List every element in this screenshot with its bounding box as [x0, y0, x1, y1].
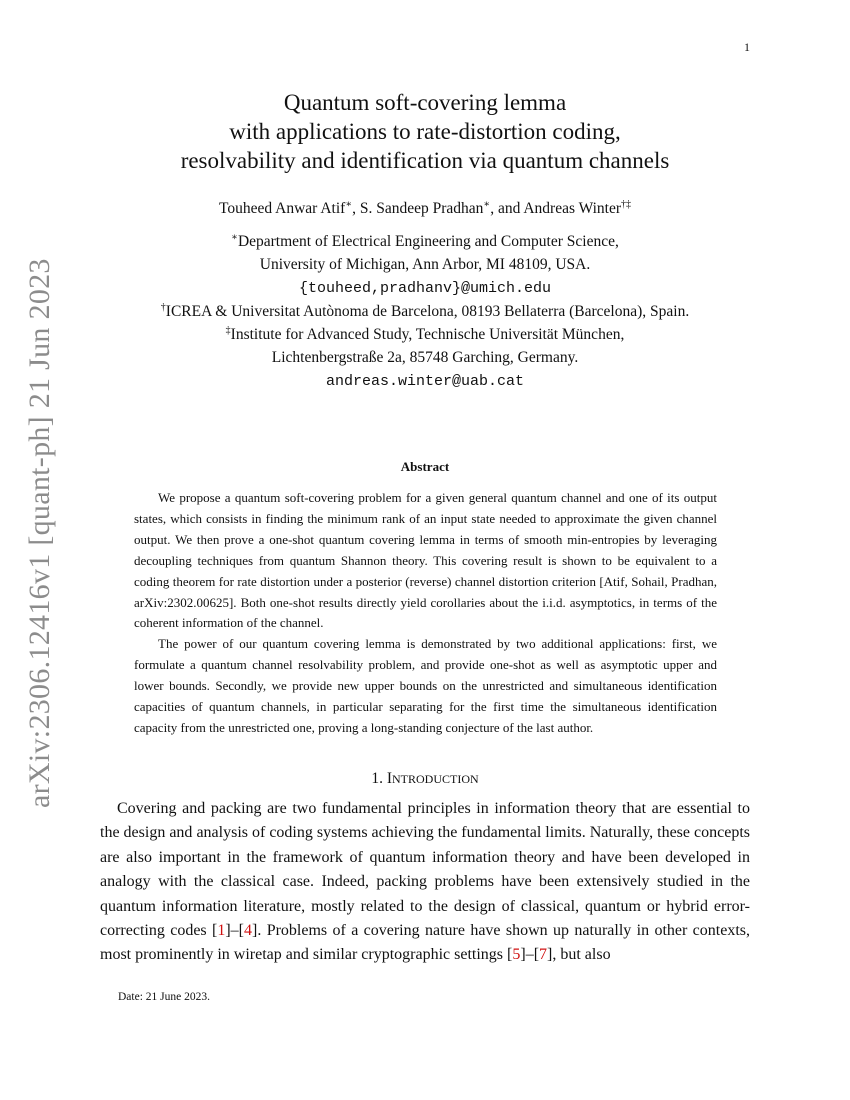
affiliation-mark: †‡: [621, 198, 632, 210]
citation-link[interactable]: 5: [512, 946, 521, 964]
title-line: with applications to rate-distortion coding,: [229, 119, 621, 144]
author-name: Touheed Anwar Atif: [218, 200, 346, 217]
affiliation-mark: ‡: [225, 325, 231, 337]
introduction-text: [100, 797, 750, 968]
abstract-heading: Abstract: [400, 459, 450, 474]
section-title-initial: I: [386, 770, 392, 787]
affiliation-mark: †: [160, 301, 166, 313]
title-line: resolvability and identification via quantum channels: [180, 148, 670, 173]
paper-title: [100, 88, 750, 175]
author-list: [100, 200, 750, 218]
section-heading: [100, 770, 750, 788]
author-email: andreas.winter@uab.cat: [325, 372, 525, 390]
affiliation-line: ‡Institute for Advanced Study, Technische Universität München,: [225, 325, 625, 344]
affiliation-line: ∗Department of Electrical Engineering and Computer Science,: [231, 231, 619, 250]
affiliations: [100, 230, 750, 393]
affiliation-mark: ∗: [345, 198, 353, 210]
body-paragraph: Covering and packing are two fundamental principles in information theory that are essential to the design and analysis of coding systems achieving the fundamental limits. Naturally, these concepts are also important in the framework of quantum information theory and have been developed in analogy with the classical case. Indeed, packing problems have been extensively studied in the quantum information literature, mostly related to the design of classical, quantum or hybrid error-correcting codes [1]–[4]. Problems of a covering nature have shown up naturally in other contexts, most prominently in wiretap and similar cryptographic settings [5]–[7], but also: [100, 800, 751, 964]
arxiv-identifier-stamp: arXiv:2306.12416v1 [quant-ph] 21 Jun 2023: [23, 258, 56, 808]
author-name: S. Sandeep Pradhan: [359, 200, 484, 217]
affiliation-line: Lichtenbergstraße 2a, 85748 Garching, Germany.: [271, 349, 579, 367]
affiliation-mark: ∗: [483, 198, 491, 210]
author-email: {touheed,pradhanv}@umich.edu: [298, 279, 552, 297]
citation-link[interactable]: 1: [217, 922, 226, 940]
citation-link[interactable]: 4: [244, 922, 252, 940]
abstract-body: [134, 488, 717, 739]
author-separator: , and: [490, 200, 524, 217]
author-separator: ,: [352, 200, 360, 217]
author-name: Andreas Winter: [523, 200, 622, 217]
section-title-rest: NTRODUCTION: [392, 772, 479, 786]
abstract-paragraph: We propose a quantum soft-covering problem for a given general quantum channel and one of its output states, which consists in finding the minimum rank of an input state needed to approximate the given channel output. We then prove a one-shot quantum covering lemma in terms of smooth min-entropies by leveraging decoupling techniques from quantum Shannon theory. This covering result is shown to be equivalent to a coding theorem for rate distortion under a posterior (reverse) channel distortion criterion [Atif, Sohail, Pradhan, arXiv:2302.00625]. Both one-shot results directly yield corollaries about the i.i.d. asymptotics, in terms of the coherent information of the channel.: [134, 490, 717, 631]
affiliation-line: University of Michigan, Ann Arbor, MI 48109, USA.: [259, 256, 591, 274]
page-number: 1: [744, 40, 750, 54]
citation-link[interactable]: 7: [539, 946, 548, 964]
date-footnote: Date: 21 June 2023.: [118, 991, 210, 1003]
abstract-paragraph: The power of our quantum covering lemma is demonstrated by two additional applications: first, we formulate a quantum channel resolvability problem, and provide one-shot as well as asymptotic upper and lower bounds. Secondly, we provide new upper bounds on the unrestricted and simultaneous identification capacities of quantum channels, in particular separating for the first time the simultaneous identification capacity from the unrestricted one, proving a long-standing conjecture of the last author.: [134, 636, 717, 735]
affiliation-line: †ICREA & Universitat Autònoma de Barcelona, 08193 Bellaterra (Barcelona), Spain.: [160, 301, 690, 320]
section-number: 1.: [371, 770, 383, 787]
affiliation-mark: ∗: [231, 231, 238, 243]
title-line: Quantum soft-covering lemma: [283, 90, 567, 115]
